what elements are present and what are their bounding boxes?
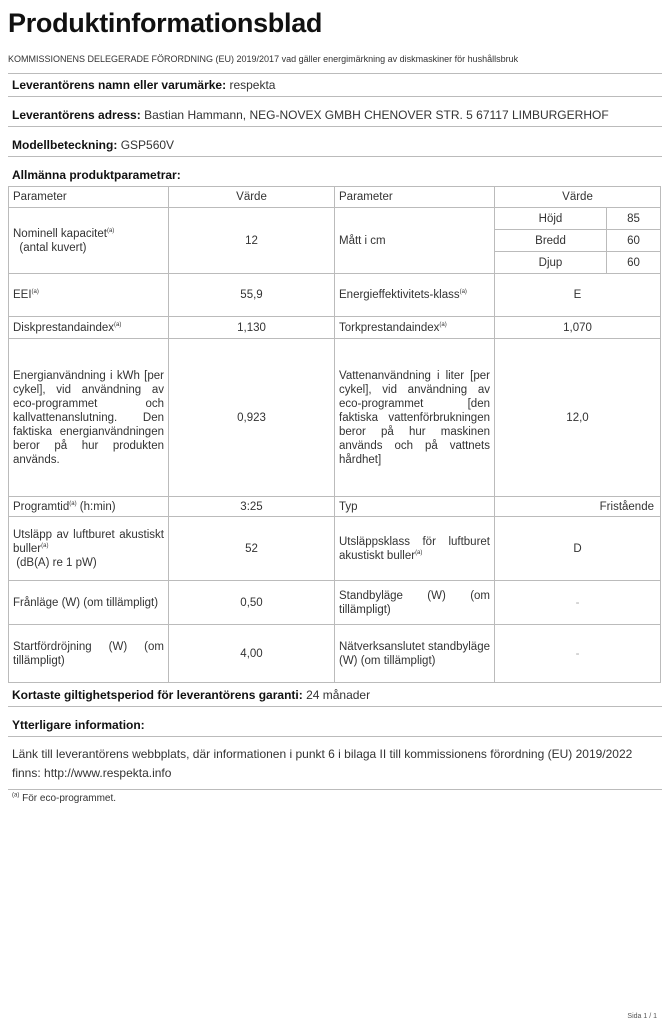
model-label: Modellbeteckning: xyxy=(12,138,118,152)
product-information-sheet xyxy=(8,6,662,804)
energy-class-value: E xyxy=(495,274,661,317)
header-parameter: Parameter xyxy=(9,187,169,208)
standby-value: - xyxy=(495,581,661,625)
type-label: Typ xyxy=(335,497,495,517)
page-title: Produktinformationsblad xyxy=(8,8,323,38)
parameters-table xyxy=(8,186,661,683)
general-parameters-heading: Allmänna produktparametrar: xyxy=(12,168,181,182)
drying-label: Torkprestandaindex$^{(a)}$ xyxy=(335,317,495,339)
program-time-value: 3:25 xyxy=(169,497,335,517)
noise-class-label: Utsläppsklass för luftburet akustiskt buller$^{(a)}$ xyxy=(335,517,495,581)
table-header-row xyxy=(9,187,661,208)
address-label: Leverantörens adress: xyxy=(12,108,141,122)
page-number: Sida 1 / 1 xyxy=(627,1013,657,1020)
table-row xyxy=(9,274,661,317)
table-row xyxy=(9,625,661,683)
model-value: GSP560V xyxy=(120,138,175,152)
warranty-line xyxy=(8,683,662,707)
regulation-subtitle: KOMMISSIONENS DELEGERADE FÖRORDNING (EU) 2019/2017 vad gäller energimärkning av diskmaskiner för hushållsbruk xyxy=(8,53,662,74)
noise-value: 52 xyxy=(169,517,335,581)
program-time-label: Programtid$^{(a)}$ (h:min) xyxy=(9,497,169,517)
energy-use-label: Energianvändning i kWh [per cykel], vid användning av eco-programmet och kallvattenanslutning. Den faktiska energianvändningen beror på hur produkten används. xyxy=(9,339,169,497)
water-use-value: 12,0 xyxy=(495,339,661,497)
type-value: Fristående xyxy=(495,497,661,517)
delay-start-label: Startfördröjning (W) (om tillämpligt) xyxy=(9,625,169,683)
energy-class-label: Energieffektivitets-klass$^{(a)}$ xyxy=(335,274,495,317)
table-row xyxy=(9,581,661,625)
warranty-label: Kortaste giltighetsperiod för leverantörens garanti: xyxy=(12,688,303,702)
warranty-value: 24 månader xyxy=(306,688,371,702)
supplier-label: Leverantörens namn eller varumärke: xyxy=(12,78,227,92)
header-parameter-2: Parameter xyxy=(335,187,495,208)
dimension-row: Djup 60 xyxy=(495,252,660,274)
networked-standby-value: - xyxy=(495,625,661,683)
delay-start-value: 4,00 xyxy=(169,625,335,683)
capacity-value: 12 xyxy=(169,208,335,274)
cleaning-value: 1,130 xyxy=(169,317,335,339)
footnote: $^{(a)}$ För eco-programmet. xyxy=(12,792,117,804)
networked-standby-label: Nätverksanslutet standbyläge (W) (om tillämpligt) xyxy=(335,625,495,683)
header-value-2: Värde xyxy=(495,187,661,208)
table-row xyxy=(9,497,661,517)
off-mode-value: 0,50 xyxy=(169,581,335,625)
supplier-value: respekta xyxy=(229,78,276,92)
dimension-row: Bredd 60 xyxy=(495,230,660,252)
cleaning-label: Diskprestandaindex$^{(a)}$ xyxy=(9,317,169,339)
table-row xyxy=(9,517,661,581)
capacity-label: Nominell kapacitet$^{(a)}$ (antal kuvert) xyxy=(9,208,169,274)
address-line xyxy=(8,97,662,127)
dimensions-label: Mått i cm xyxy=(335,208,495,274)
dimension-row: Höjd 85 xyxy=(495,208,660,230)
noise-class-value: D xyxy=(495,517,661,581)
water-use-label: Vattenanvändning i liter [per cykel], vid användning av eco-programmet [den faktiska vattenförbrukningen beror på hur maskinen används och på vattnets hårdhet] xyxy=(335,339,495,497)
dimensions-values xyxy=(495,208,661,274)
header-value: Värde xyxy=(169,187,335,208)
eei-value: 55,9 xyxy=(169,274,335,317)
additional-info-heading: Ytterligare information: xyxy=(8,707,662,737)
energy-use-value: 0,923 xyxy=(169,339,335,497)
noise-label: Utsläpp av luftburet akustiskt buller$^{(a)}$ (dB(A) re 1 pW) xyxy=(9,517,169,581)
supplier-website-link[interactable]: http://www.respekta.info xyxy=(44,766,172,780)
off-mode-label: Frånläge (W) (om tillämpligt) xyxy=(9,581,169,625)
table-row xyxy=(9,208,661,274)
drying-value: 1,070 xyxy=(495,317,661,339)
table-row xyxy=(9,317,661,339)
supplier-line xyxy=(8,74,662,97)
standby-label: Standbyläge (W) (om tillämpligt) xyxy=(335,581,495,625)
model-line xyxy=(8,127,662,157)
address-value: Bastian Hammann, NEG-NOVEX GMBH CHENOVER STR. 5 67117 LIMBURGERHOF xyxy=(144,108,609,122)
additional-info-text: Länk till leverantörens webbplats, där informationen i punkt 6 i bilaga II till kommissionens förordning (EU) 2019/2022 finns: http://www.respekta.info xyxy=(8,737,662,790)
table-row xyxy=(9,339,661,497)
eei-label: EEI$^{(a)}$ xyxy=(9,274,169,317)
